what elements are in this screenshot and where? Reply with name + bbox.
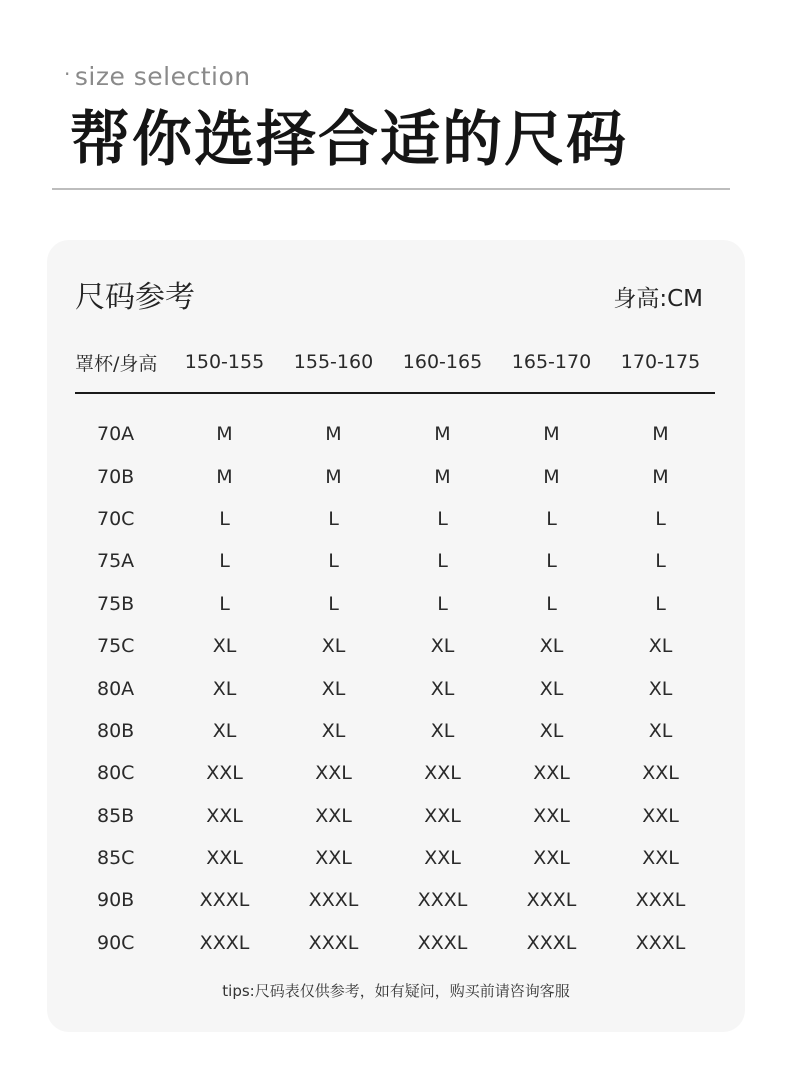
table-row xyxy=(75,667,715,709)
cup-size-cell: 80A xyxy=(97,677,135,700)
size-cell: L xyxy=(437,592,448,615)
table-row xyxy=(75,583,715,625)
table-row xyxy=(75,710,715,752)
size-cell: M xyxy=(325,423,342,446)
size-cell: XL xyxy=(321,719,346,742)
size-cell: M xyxy=(543,465,560,488)
size-cell: L xyxy=(219,550,230,573)
size-cell: M xyxy=(216,465,233,488)
cup-size-cell: 70A xyxy=(97,423,135,446)
card-title: 尺码参考 xyxy=(75,280,195,315)
table-row xyxy=(75,498,715,540)
size-cell: XL xyxy=(539,677,564,700)
size-cell: XXL xyxy=(315,762,352,785)
size-cell: L xyxy=(655,507,666,530)
column-header: 罩杯/身高 xyxy=(75,332,170,393)
size-cell: L xyxy=(328,507,339,530)
column-header: 160-165 xyxy=(388,332,497,393)
size-cell: XL xyxy=(648,719,673,742)
subtitle-text: size selection xyxy=(74,62,251,91)
size-cell: XL xyxy=(321,635,346,658)
cup-size-cell: 80B xyxy=(97,719,135,742)
column-header: 150-155 xyxy=(170,332,279,393)
size-cell: XXL xyxy=(315,847,352,870)
size-cell: XXXL xyxy=(199,931,250,954)
table-row xyxy=(75,540,715,582)
tips-note: tips:尺码表仅供参考，如有疑问，购买前请咨询客服 xyxy=(222,982,570,1000)
size-cell: XXL xyxy=(642,847,679,870)
size-cell: L xyxy=(219,592,230,615)
size-cell: XXL xyxy=(533,804,570,827)
size-cell: XXL xyxy=(206,847,243,870)
size-cell: XXXL xyxy=(417,889,468,912)
size-cell: M xyxy=(325,465,342,488)
title-divider xyxy=(52,188,730,190)
size-cell: L xyxy=(546,507,557,530)
cup-size-cell: 85C xyxy=(97,847,135,870)
cup-size-cell: 75B xyxy=(97,592,135,615)
section-subtitle xyxy=(64,62,251,91)
cup-size-cell: 85B xyxy=(97,804,135,827)
table-header-row xyxy=(75,332,715,393)
height-unit-label: 身高:CM xyxy=(613,286,703,312)
size-cell: XL xyxy=(212,719,237,742)
size-cell: M xyxy=(652,465,669,488)
size-cell: L xyxy=(328,550,339,573)
size-cell: L xyxy=(437,550,448,573)
column-header: 165-170 xyxy=(497,332,606,393)
size-cell: XXXL xyxy=(417,931,468,954)
size-cell: XXL xyxy=(315,804,352,827)
size-cell: XXL xyxy=(206,762,243,785)
size-cell: XXL xyxy=(533,847,570,870)
size-cell: M xyxy=(652,423,669,446)
size-cell: L xyxy=(437,507,448,530)
table-row xyxy=(75,393,715,455)
size-cell: XXXL xyxy=(635,889,686,912)
size-cell: XL xyxy=(212,677,237,700)
cup-size-cell: 70C xyxy=(97,507,135,530)
size-cell: XXL xyxy=(642,762,679,785)
size-cell: M xyxy=(543,423,560,446)
size-cell: XL xyxy=(430,635,455,658)
size-cell: M xyxy=(434,465,451,488)
column-header: 155-160 xyxy=(279,332,388,393)
cup-size-cell: 75A xyxy=(97,550,135,573)
size-cell: XL xyxy=(648,635,673,658)
page-title: 帮你选择合适的尺码 xyxy=(70,105,628,175)
size-cell: XXL xyxy=(206,804,243,827)
size-cell: XXXL xyxy=(635,931,686,954)
size-cell: XXXL xyxy=(526,889,577,912)
table-row xyxy=(75,752,715,794)
size-cell: XXL xyxy=(533,762,570,785)
table-row xyxy=(75,455,715,497)
size-cell: XXL xyxy=(642,804,679,827)
size-cell: XL xyxy=(539,719,564,742)
cup-size-cell: 70B xyxy=(97,465,135,488)
size-cell: L xyxy=(219,507,230,530)
table-row xyxy=(75,625,715,667)
size-cell: XL xyxy=(648,677,673,700)
size-cell: XXL xyxy=(424,847,461,870)
cup-size-cell: 75C xyxy=(97,635,135,658)
size-table xyxy=(75,332,715,964)
table-row xyxy=(75,922,715,964)
cup-size-cell: 80C xyxy=(97,762,135,785)
size-cell: XL xyxy=(430,677,455,700)
size-cell: XL xyxy=(321,677,346,700)
table-body xyxy=(75,393,715,964)
size-cell: L xyxy=(655,592,666,615)
size-cell: L xyxy=(546,550,557,573)
size-cell: XL xyxy=(539,635,564,658)
size-cell: XXL xyxy=(424,762,461,785)
size-cell: XXL xyxy=(424,804,461,827)
size-cell: XL xyxy=(430,719,455,742)
cup-size-cell: 90C xyxy=(97,931,135,954)
size-cell: XXXL xyxy=(308,889,359,912)
size-cell: XXXL xyxy=(526,931,577,954)
size-cell: M xyxy=(434,423,451,446)
size-cell: L xyxy=(546,592,557,615)
size-cell: XXXL xyxy=(199,889,250,912)
table-row xyxy=(75,837,715,879)
size-cell: XXXL xyxy=(308,931,359,954)
size-cell: M xyxy=(216,423,233,446)
column-header: 170-175 xyxy=(606,332,715,393)
table-row xyxy=(75,879,715,921)
size-cell: L xyxy=(328,592,339,615)
subtitle-dot: · xyxy=(64,62,71,86)
size-cell: L xyxy=(655,550,666,573)
size-cell: XL xyxy=(212,635,237,658)
size-chart-card xyxy=(47,240,745,1032)
table-row xyxy=(75,795,715,837)
cup-size-cell: 90B xyxy=(97,889,135,912)
